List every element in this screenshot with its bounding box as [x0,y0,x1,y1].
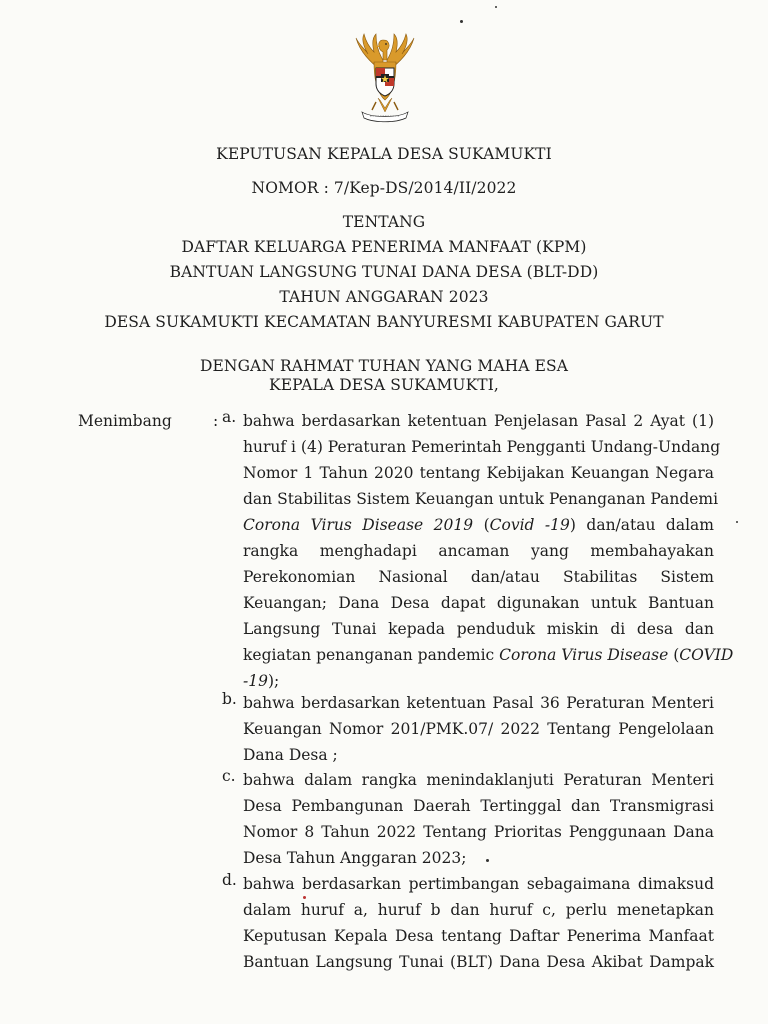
text-line: Dana Desa ; [243,746,338,764]
decree-number: NOMOR : 7/Kep-DS/2014/II/2022 [251,179,517,197]
text-line: Desa Tahun Anggaran 2023; [243,849,467,867]
text-line: dalam huruf a, huruf b dan huruf c, perlu menetapkan [243,901,714,919]
text-line: Desa Pembangunan Daerah Tertinggal dan Transmigrasi [243,797,714,815]
subject-line: BANTUAN LANGSUNG TUNAI DANA DESA (BLT-DD) [169,263,599,281]
considering-item-d [222,871,714,975]
garuda-emblem-icon [350,32,420,124]
considering-item-c [222,767,714,871]
decree-title: KEPUTUSAN KEPALA DESA SUKAMUKTI [216,145,552,163]
subject-line: TAHUN ANGGARAN 2023 [279,288,489,306]
text-line: bahwa dalam rangka menindaklanjuti Peraturan Menteri [243,771,714,789]
scan-speck [495,6,497,8]
text-line: bahwa berdasarkan pertimbangan sebagaimana dimaksud [243,875,714,893]
text-line: Keuangan Nomor 201/PMK.07/ 2022 Tentang Pengelolaan [243,720,714,738]
considering-item-a [222,408,734,694]
item-marker: c. [222,767,236,785]
text-line: huruf i (4) Peraturan Pemerintah Pengganti Undang-Undang [243,438,721,456]
text-line-covid: Corona Virus Disease 2019 (Covid -19) dan/atau dalam [243,516,714,534]
scan-speck [460,20,463,23]
text-line: -19); [243,672,280,690]
item-text [243,767,714,871]
text-line: Nomor 8 Tahun 2022 Tentang Prioritas Penggunaan Dana [243,823,714,841]
subject-line: DAFTAR KELUARGA PENERIMA MANFAAT (KPM) [181,238,587,256]
text-line: bahwa berdasarkan ketentuan Penjelasan Pasal 2 Ayat (1) [243,412,714,430]
subject-line: DESA SUKAMUKTI KECAMATAN BANYURESMI KABUPATEN GARUT [104,313,664,331]
scan-speck [303,896,306,899]
text-line: Langsung Tunai kepada penduduk miskin di desa dan [243,620,714,638]
text-line: Perekonomian Nasional dan/atau Stabilitas Sistem [243,568,714,586]
item-marker: b. [222,690,237,708]
scan-speck [486,859,489,862]
text-line: Keputusan Kepala Desa tentang Daftar Penerima Manfaat [243,927,714,945]
considering-item-b [222,690,714,768]
text-line: rangka menghadapi ancaman yang membahayakan [243,542,714,560]
considering-label: Menimbang [78,412,172,430]
text-line: Bantuan Langsung Tunai (BLT) Dana Desa Akibat Dampak [243,953,714,971]
considering-colon: : [213,412,219,430]
opening-line: DENGAN RAHMAT TUHAN YANG MAHA ESA [199,357,569,375]
item-marker: d. [222,871,237,889]
decree-about: TENTANG [342,213,426,231]
text-line: kegiatan penanganan pandemic Corona Virus Disease (COVID [243,646,734,664]
item-text [243,871,714,975]
text-line: Nomor 1 Tahun 2020 tentang Kebijakan Keuangan Negara [243,464,714,482]
item-text [243,690,714,768]
item-marker: a. [222,408,237,426]
opening-line: KEPALA DESA SUKAMUKTI, [269,376,499,394]
text-line: Keuangan; Dana Desa dapat digunakan untuk Bantuan [243,594,714,612]
text-line: dan Stabilitas Sistem Keuangan untuk Penanganan Pandemi [243,490,719,508]
text-line: bahwa berdasarkan ketentuan Pasal 36 Peraturan Menteri [243,694,714,712]
scan-speck [736,521,738,523]
item-text [243,408,734,694]
